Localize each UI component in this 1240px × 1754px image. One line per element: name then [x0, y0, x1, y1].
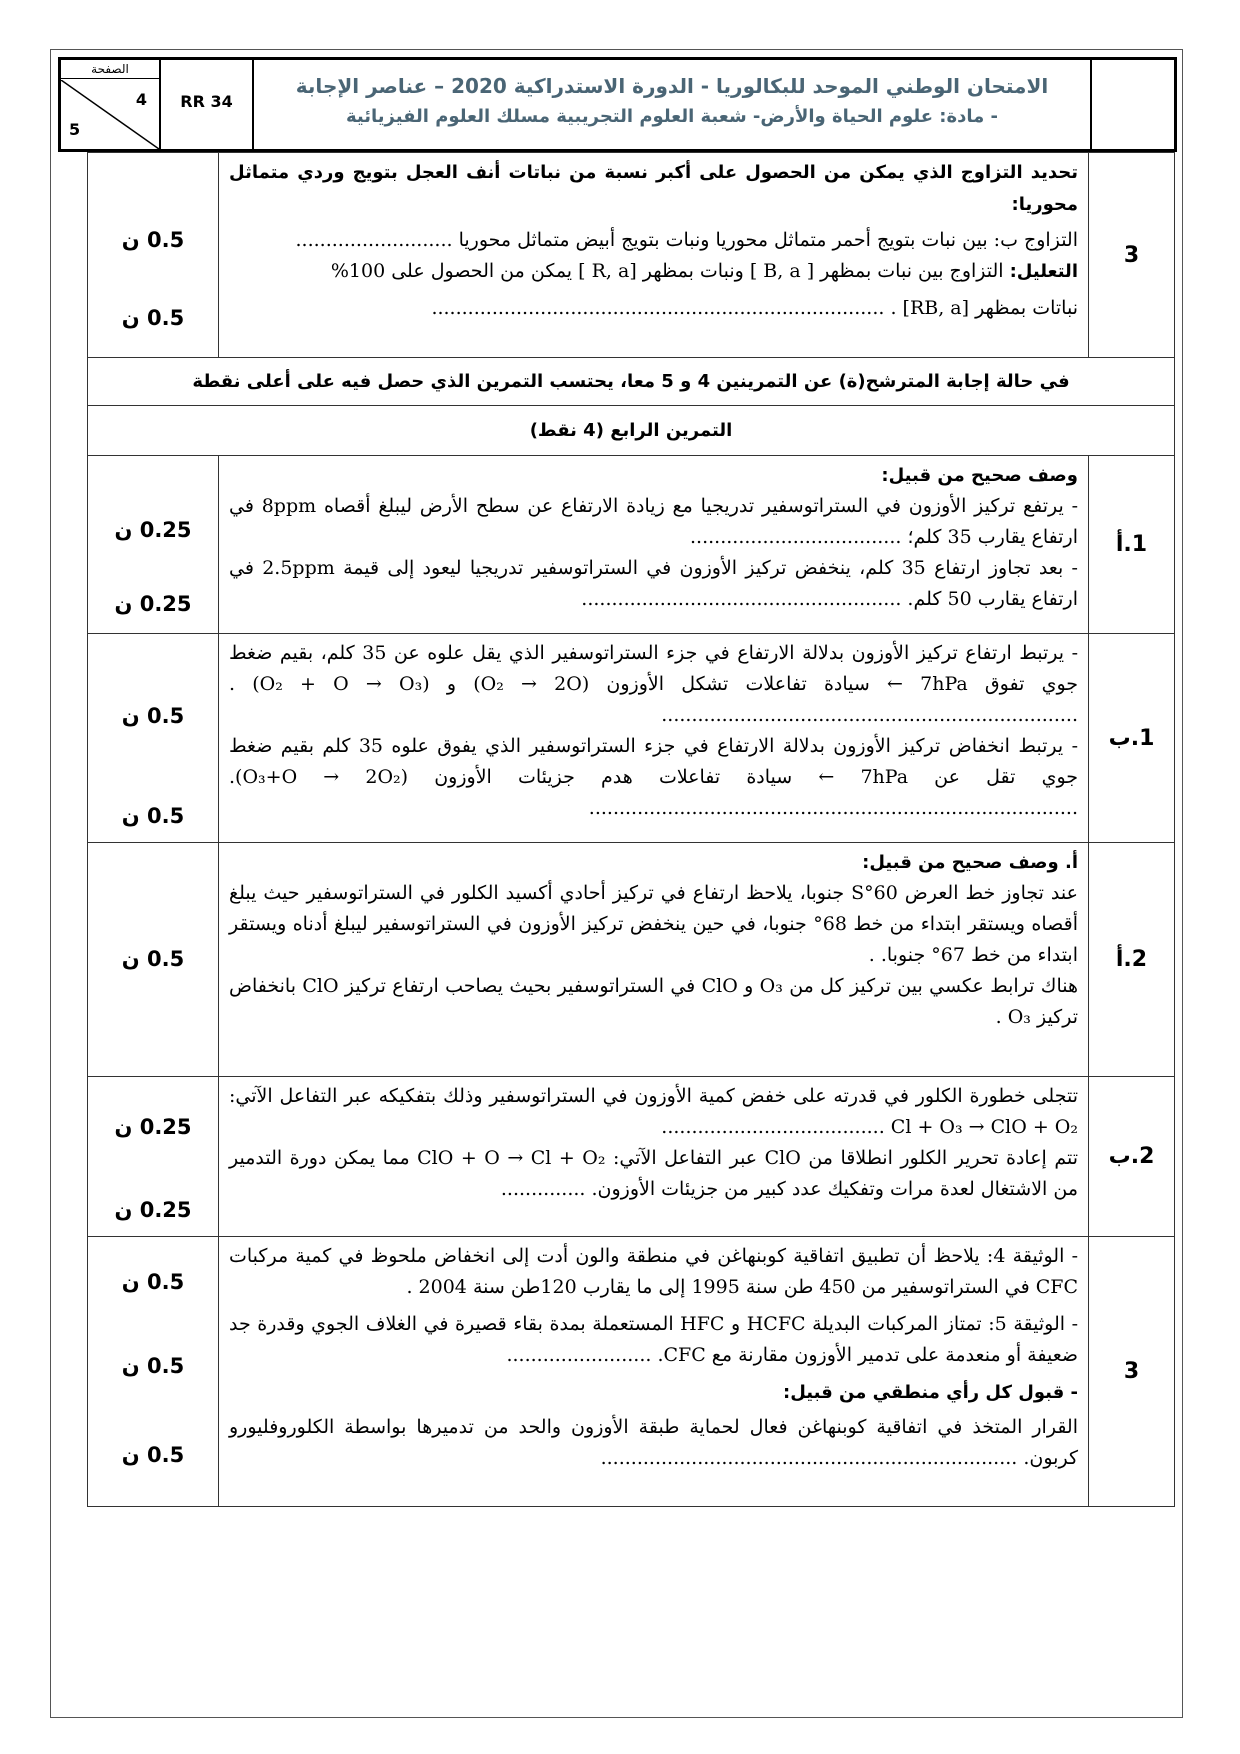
question-number: 1.ب — [1089, 634, 1175, 843]
answer-paragraph: هناك ترابط عكسي بين تركيز كل من O₃ و ClO في الستراتوسفير بحيث يصاحب ارتفاع تركيز ClO بانخفاض تركيز O₃ . — [229, 975, 1078, 1028]
exam-code-cell — [161, 60, 254, 149]
question-number: 1.أ — [1089, 456, 1175, 634]
exam-title: الامتحان الوطني الموحد للبكالوريا - الدورة الاستدراكية 2020 – عناصر الإجابة — [295, 74, 1049, 98]
exam-title-cell — [254, 60, 1092, 149]
exam-code: RR 34 — [180, 92, 233, 111]
answer-row-1a — [88, 456, 1175, 634]
page-total: 5 — [69, 120, 81, 139]
justify-label: التعليل: — [1009, 261, 1078, 282]
question-number: 2.أ — [1089, 843, 1175, 1077]
question-number: 3 — [1089, 153, 1175, 358]
answer-line: التزاوج ب: بين نبات بتويج أحمر متماثل محوريا ونبات بتويج أبيض متماثل محوريا .......................... — [295, 229, 1078, 251]
answer-paragraph: تتم إعادة تحرير الكلور انطلاقا من ClO عبر التفاعل الآتي: ClO + O → Cl + O₂ مما يمكن دورة التدمير من الاشتغال لعدة مرات وتفكيك عدد كبير من جزيئات الأوزون. .............. — [229, 1147, 1079, 1200]
score-value: 0.25 ن — [114, 1115, 192, 1139]
page-indicator — [61, 60, 161, 149]
answer-paragraph: - يرتفع تركيز الأوزون في الستراتوسفير تدريجيا مع زيادة الارتفاع عن سطح الأرض ليبلغ أقصاه 8ppm في ارتفاع يقارب 35 كلم؛ ................................... — [229, 495, 1078, 548]
score-value: 0.25 ن — [114, 1198, 192, 1222]
answer-heading: تحديد التزاوج الذي يمكن من الحصول على أكبر نسبة من نباتات أنف العجل بتويج وردي متماثل محوريا: — [229, 162, 1078, 215]
answer-paragraph: عند تجاوز خط العرض 60°S جنوبا، يلاحظ ارتفاع في تركيز أحادي أكسيد الكلور في الستراتوسفير حيث يبلغ أقصاه ويستقر ابتداء من خط 68° جنوبا، في حين ينخفض تركيز الأوزون في الستراتوسفير ليبلغ أدناه ويستقر ابتداء من خط 67° جنوبا. . — [229, 882, 1078, 966]
answer-heading: أ. وصف صحيح من قبيل: — [862, 852, 1078, 873]
answer-text: التزاوج بين نبات بمظهر [ B, a ] ونبات بمظهر [R, a ] يمكن من الحصول على 100% — [330, 260, 1010, 282]
exam-header — [58, 57, 1177, 152]
answer-paragraph: تتجلى خطورة الكلور في قدرته على خفض كمية الأوزون في الستراتوسفير وذلك بتفكيكه عبر التفاعل الآتي: Cl + O₃ → ClO + O₂ ..................................... — [229, 1085, 1078, 1138]
score-cell — [88, 843, 219, 1077]
score-cell — [88, 456, 219, 634]
score-value: 0.25 ن — [114, 592, 192, 616]
answer-line — [229, 256, 1078, 287]
answer-row-1b — [88, 634, 1175, 843]
answer-paragraph: القرار المتخذ في اتفاقية كوبنهاغن فعال لحماية طبقة الأوزون والحد من تدميرها بواسطة الكلوروفليورو كربون. ..................................................................... — [229, 1416, 1078, 1469]
score-cell — [88, 153, 219, 358]
answer-row-2a — [88, 843, 1175, 1077]
answer-content — [219, 1237, 1089, 1507]
answer-content — [219, 634, 1089, 843]
logo-cell — [1092, 60, 1174, 149]
score-value: 0.5 ن — [121, 704, 185, 728]
score-cell — [88, 1077, 219, 1237]
answer-paragraph: - الوثيقة 4: يلاحظ أن تطبيق اتفاقية كوبنهاغن في منطقة والون أدت إلى انخفاض ملحوظ في كمية مركبات CFC في الستراتوسفير من 450 طن سنة 1995 إلى ما يقارب 120طن سنة 2004 . — [229, 1245, 1078, 1298]
answer-row-2b — [88, 1077, 1175, 1237]
answer-row-ex3-q3 — [88, 153, 1175, 358]
answer-content — [219, 843, 1089, 1077]
score-value: 0.5 ن — [121, 1354, 185, 1378]
question-number: 2.ب — [1089, 1077, 1175, 1237]
answer-line: نباتات بمظهر [RB, a] . ........................................................................... — [431, 297, 1078, 319]
exercise-title-row — [88, 406, 1175, 456]
page-number: 4 — [135, 90, 147, 109]
answer-paragraph: - يرتبط انخفاض تركيز الأوزون بدلالة الارتفاع في جزء الستراتوسفير الذي يفوق علوه 35 كلم بقيم ضغط جوي تقل عن 7hPa ← سيادة تفاعلات هدم جزيئات الأوزون (O₃+O → 2O₂). ................................................................................. — [229, 735, 1079, 819]
score-cell — [88, 634, 219, 843]
score-value: 0.25 ن — [114, 518, 192, 542]
exam-subtitle: - مادة: علوم الحياة والأرض- شعبة العلوم التجريبية مسلك العلوم الفيزيائية — [346, 106, 998, 127]
answer-paragraph: - يرتبط ارتفاع تركيز الأوزون بدلالة الارتفاع في جزء الستراتوسفير الذي يقل علوه عن 35 كلم، بقيم ضغط جوي تفوق 7hPa ← سيادة تفاعلات تشكل الأوزون (O₂ → 2O) و (O₂ + O → O₃) . ..................................................................... — [229, 642, 1079, 726]
score-value: 0.5 ن — [121, 1270, 185, 1294]
answer-heading: - قبول كل رأي منطقي من قبيل: — [783, 1382, 1078, 1403]
score-value: 0.5 ن — [121, 228, 185, 252]
score-value: 0.5 ن — [121, 306, 185, 330]
answer-paragraph: - الوثيقة 5: تمتاز المركبات البديلة HCFC و HFC المستعملة بمدة بقاء قصيرة في الغلاف الجوي وقدرة جد ضعيفة أو منعدمة على تدمير الأوزون مقارنة مع CFC. ........................ — [229, 1313, 1078, 1366]
answer-paragraph: - بعد تجاوز ارتفاع 35 كلم، ينخفض تركيز الأوزون في الستراتوسفير تدريجيا ليعود إلى قيمة 2.5ppm في ارتفاع يقارب 50 كلم. ..................................................... — [229, 557, 1078, 610]
answer-content — [219, 456, 1089, 634]
answer-table — [87, 152, 1175, 1507]
score-cell — [88, 1237, 219, 1507]
page-label: الصفحة — [61, 62, 159, 79]
exercise-title: التمرين الرابع (4 نقط) — [88, 406, 1175, 456]
answer-row-3 — [88, 1237, 1175, 1507]
answer-content — [219, 1077, 1089, 1237]
score-value: 0.5 ن — [121, 1443, 185, 1467]
question-number: 3 — [1089, 1237, 1175, 1507]
score-value: 0.5 ن — [121, 804, 185, 828]
score-value: 0.5 ن — [121, 947, 185, 971]
answer-content — [219, 153, 1089, 358]
answer-heading: وصف صحيح من قبيل: — [881, 465, 1078, 486]
note-row — [88, 358, 1175, 406]
note-text: في حالة إجابة المترشح(ة) عن التمرينين 4 و 5 معا، يحتسب التمرين الذي حصل فيه على أعلى نقطة — [88, 358, 1175, 406]
